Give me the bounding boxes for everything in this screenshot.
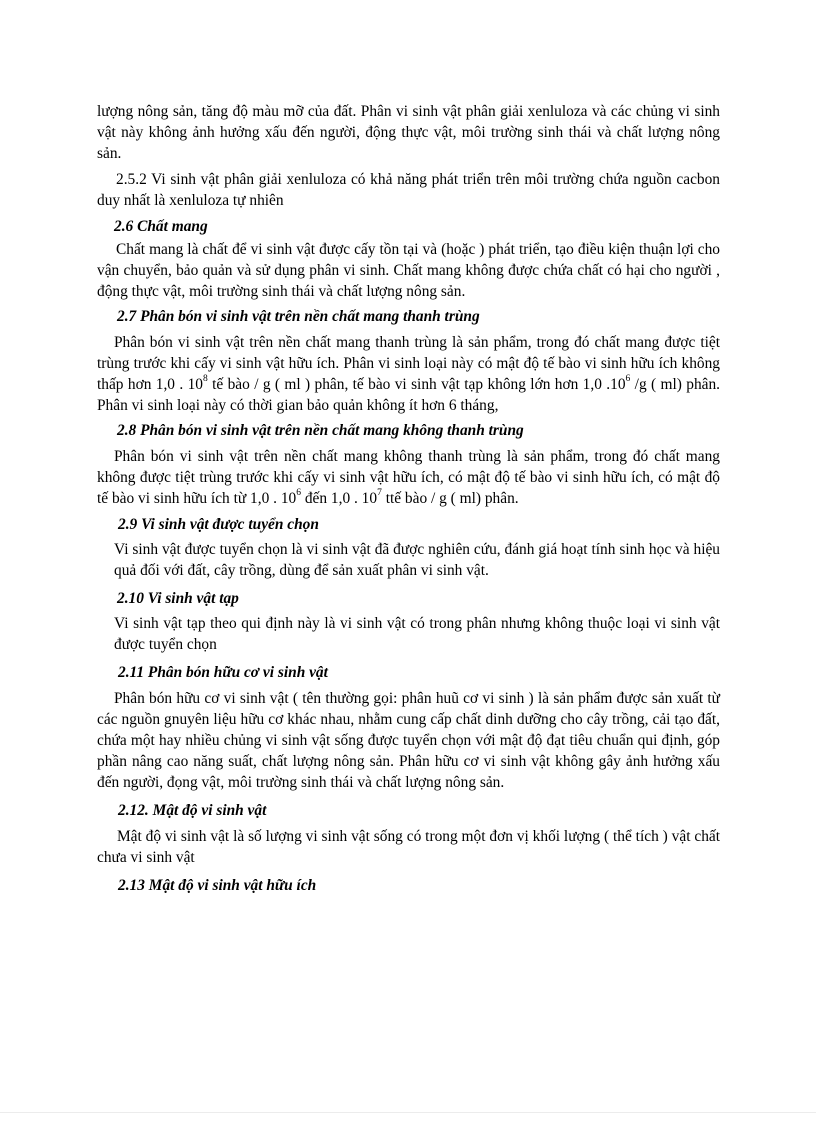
exponent-a: 8	[203, 372, 208, 384]
exponent-a: 6	[296, 486, 301, 498]
heading-2-9: 2.9 Vi sinh vật được tuyển chọn	[118, 516, 319, 533]
paragraph-2-8	[97, 446, 720, 509]
paragraph-continued: lượng nông sản, tăng độ màu mỡ của đất. Phân vi sinh vật phân giải xenluloza và các chủng vi sinh vật này không ảnh hưởng xấu đến người, động thực vật, môi trường sinh thái và chất lượng nông sản.	[97, 103, 720, 162]
exponent-b: 7	[377, 486, 382, 498]
paragraph-2-7-text-a: Phân bón vi sinh vật trên nền chất mang thanh trùng là sản phẩm, trong đó chất mang được tiệt trùng trước khi cấy vi sinh vật hữu ích. Phân vi sinh loại này có mật độ tế bào vi sinh hữu ích không thấp hơn 1,0 . 10	[97, 334, 720, 393]
heading-2-6: 2.6 Chất mang	[114, 218, 208, 235]
heading-2-8: 2.8 Phân bón vi sinh vật trên nền chất mang không thanh trùng	[117, 422, 524, 439]
paragraph-2-5-2: 2.5.2 Vi sinh vật phân giải xenluloza có khả năng phát triển trên môi trường chứa nguồn cacbon duy nhất là xenluloza tự nhiên	[97, 171, 720, 209]
heading-2-12: 2.12. Mật độ vi sinh vật	[118, 802, 267, 819]
paragraph-2-8-text-c: ttế bào / g ( ml) phân.	[381, 490, 519, 507]
paragraph-2-6: Chất mang là chất để vi sinh vật được cấy tồn tại và (hoặc ) phát triển, tạo điều kiện thuận lợi cho vận chuyển, bảo quản và sử dụng phân vi sinh. Chất mang không được chứa chất có hại cho người , động thực vật, môi trường sinh thái và chất lượng nông sản.	[97, 241, 720, 300]
paragraph-2-8-text-b: đến 1,0 . 10	[300, 490, 378, 507]
page-bottom-edge	[0, 1112, 816, 1113]
heading-2-11: 2.11 Phân bón hữu cơ vi sinh vật	[118, 664, 328, 681]
heading-2-13: 2.13 Mật độ vi sinh vật hữu ích	[118, 877, 317, 894]
paragraph-2-10: Vi sinh vật tạp theo qui định này là vi sinh vật có trong phân nhưng không thuộc loại vi sinh vật được tuyển chọn	[114, 615, 720, 653]
document-body	[97, 101, 720, 896]
heading-2-10: 2.10 Vi sinh vật tạp	[117, 590, 239, 607]
paragraph-2-7-text-b: tế bào / g ( ml ) phân, tế bào vi sinh vật tạp không lớn hơn 1,0 .10	[207, 376, 626, 393]
paragraph-2-9: Vi sinh vật được tuyển chọn là vi sinh vật đã được nghiên cứu, đánh giá hoạt tính sinh học và hiệu quả đối với đất, cây trồng, dùng để sản xuất phân vi sinh vật.	[114, 541, 720, 579]
paragraph-2-8-text-a: Phân bón vi sinh vật trên nền chất mang không thanh trùng là sản phẩm, trong đó chất mang không được tiệt trùng trước khi cấy vi sinh vật hữu ích, có mật độ tế bào vi sinh hữu ích, có mật độ tế bào vi sinh hữu ích từ 1,0 . 10	[97, 448, 720, 507]
heading-2-7: 2.7 Phân bón vi sinh vật trên nền chất mang thanh trùng	[117, 308, 480, 325]
paragraph-2-11: Phân bón hữu cơ vi sinh vật ( tên thường gọi: phân huũ cơ vi sinh ) là sản phẩm được sản xuất từ các nguồn gnuyên liệu hữu cơ khác nhau, nhằm cung cấp chất dinh dưỡng cho cây trồng, cải tạo đất, chứa một hay nhiều chủng vi sinh vật sống được tuyển chọn với mật độ đạt tiêu chuẩn qui định, góp phần nâng cao năng suất, chất lượng nông sản. Phân hữu cơ vi sinh vật không gây ảnh hưởng xấu đến người, đọng vật, môi trường sinh thái và chất lượng nông sản.	[97, 690, 720, 791]
paragraph-2-12: Mật độ vi sinh vật là số lượng vi sinh vật sống có trong một đơn vị khối lượng ( thể tích ) vật chất chưa vi sinh vật	[97, 828, 720, 866]
paragraph-2-7-text-c: /g ( ml) phân. Phân vi sinh loại này có thời gian bảo quản không ít hơn 6 tháng,	[97, 376, 721, 414]
paragraph-2-7	[97, 332, 720, 416]
exponent-b: 6	[625, 372, 631, 384]
